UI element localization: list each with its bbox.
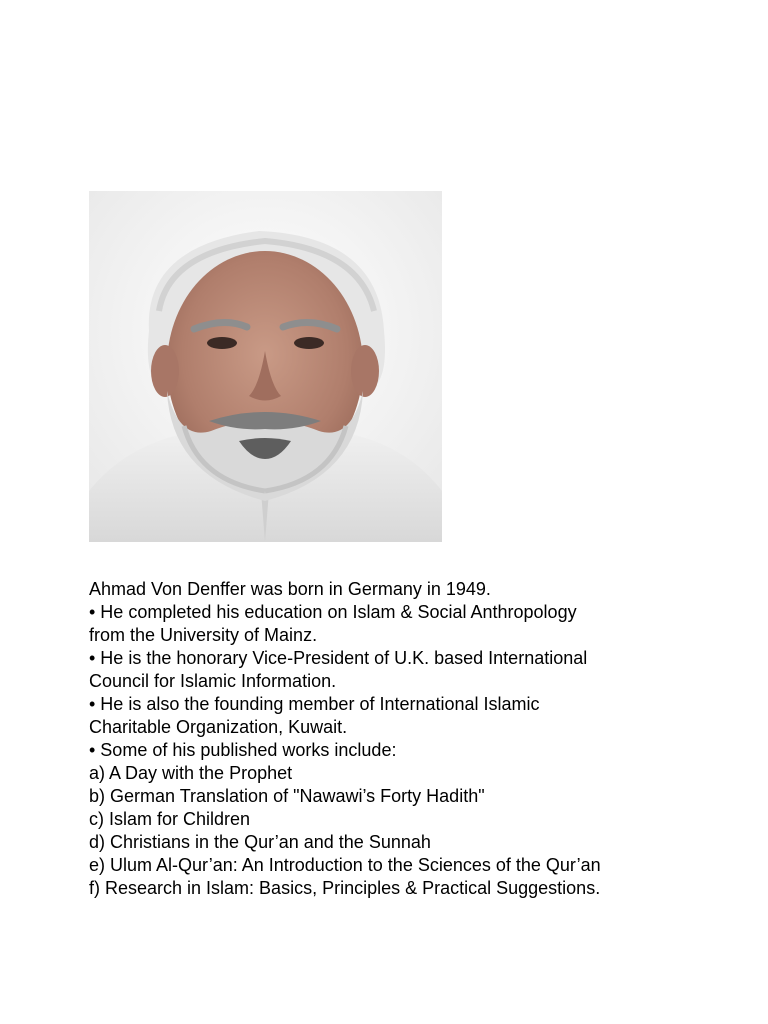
bio-founding-member-line-2: Charitable Organization, Kuwait. xyxy=(89,717,348,737)
bio-education-line-2: from the University of Mainz. xyxy=(89,625,318,645)
bio-education-line-1: • He completed his education on Islam & Social Anthropology xyxy=(89,602,577,622)
works-item: b) German Translation of "Nawawi’s Forty Hadith" xyxy=(89,786,485,806)
biography-text xyxy=(89,578,729,900)
works-heading: • Some of his published works include: xyxy=(89,740,397,760)
bio-founding-member-line-1: • He is also the founding member of International Islamic xyxy=(89,694,540,714)
works-item: c) Islam for Children xyxy=(89,809,251,829)
works-item: d) Christians in the Qur’an and the Sunnah xyxy=(89,832,431,852)
works-item: f) Research in Islam: Basics, Principles & Practical Suggestions. xyxy=(89,878,601,898)
bio-intro: Ahmad Von Denffer was born in Germany in 1949. xyxy=(89,579,491,599)
bio-vice-president-line-2: Council for Islamic Information. xyxy=(89,671,337,691)
works-item: e) Ulum Al-Qur’an: An Introduction to the Sciences of the Qur’an xyxy=(89,855,601,875)
portrait-photo xyxy=(89,191,442,542)
works-item: a) A Day with the Prophet xyxy=(89,763,293,783)
bio-vice-president-line-1: • He is the honorary Vice-President of U.K. based International xyxy=(89,648,588,668)
